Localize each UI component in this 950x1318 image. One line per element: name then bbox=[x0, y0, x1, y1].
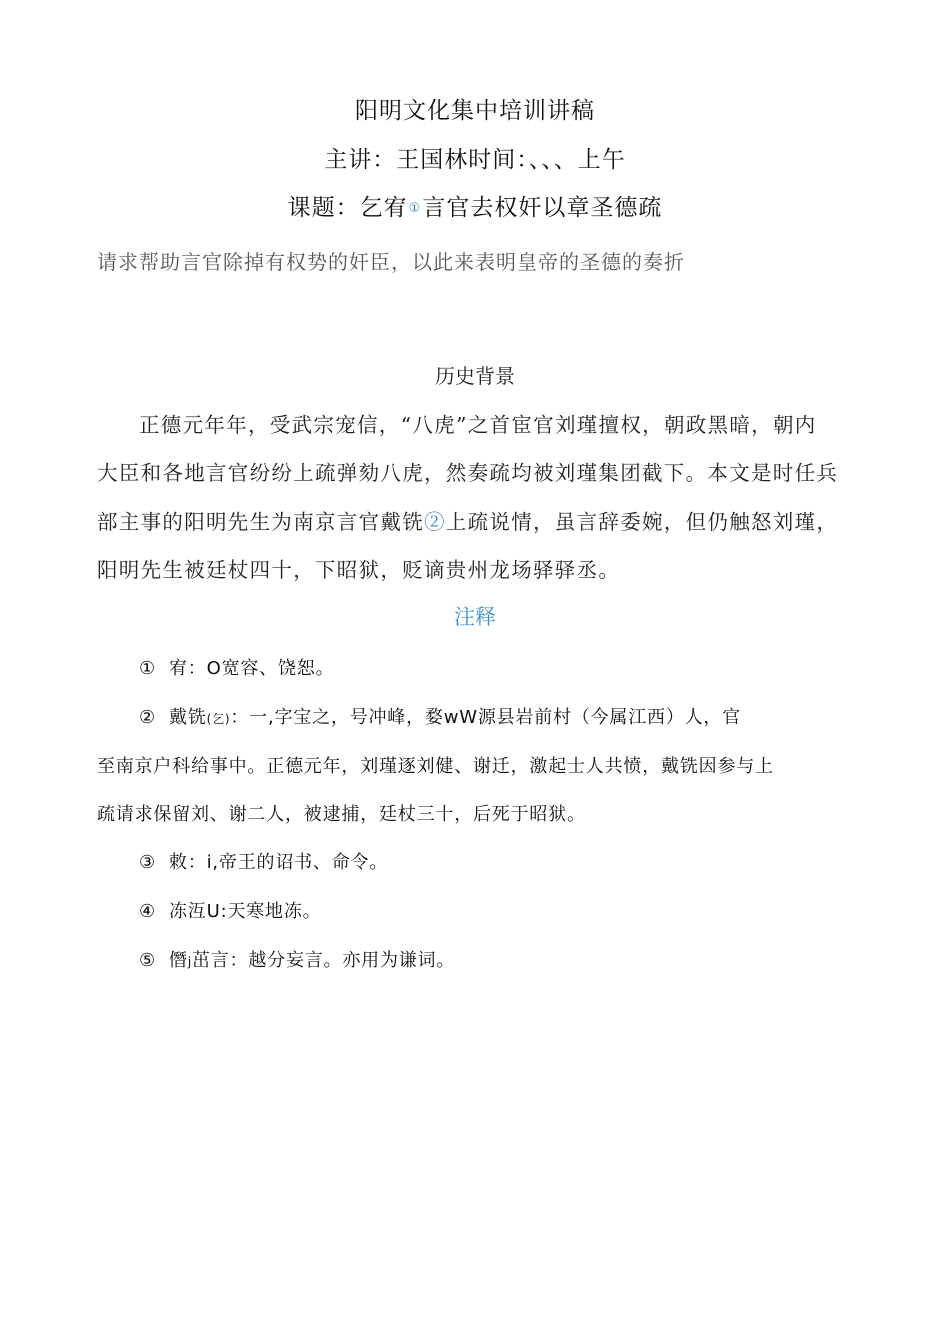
note-number: ⑤ bbox=[139, 950, 156, 971]
note-item-2 bbox=[139, 703, 741, 729]
footnote-marker-2: ② bbox=[424, 510, 446, 534]
topic-line bbox=[0, 189, 950, 222]
note-text: 宥：O宽容、饶恕。 bbox=[169, 658, 335, 679]
topic-translation: 请求帮助言官除掉有权势的奸臣，以此来表明皇帝的圣德的奏折 bbox=[97, 250, 685, 274]
background-heading: 历史背景 bbox=[435, 364, 515, 388]
note-text: ：一,字宝之，号冲峰，婺wW源县岩前村（今属江西）人，官 bbox=[230, 707, 742, 728]
note-pronunciation: j bbox=[187, 955, 192, 969]
speaker-line: 主讲：王国林时间：、、、上午 bbox=[324, 147, 626, 173]
background-line-suffix: 上疏说情，虽言辞委婉，但仍触怒刘瑾， bbox=[445, 510, 839, 534]
topic-prefix: 课题：乞宥 bbox=[287, 195, 408, 221]
background-line: 大臣和各地言官纷纷上疏弹劾八虎，然奏疏均被刘瑾集团截下。本文是时任兵 bbox=[97, 461, 839, 485]
topic-suffix: 言官去权奸以章圣德疏 bbox=[422, 195, 663, 221]
footnote-marker-1: ① bbox=[408, 201, 422, 216]
note-text: 冻沍U:天寒地冻。 bbox=[169, 901, 322, 922]
note-term: 戴铣 bbox=[169, 707, 207, 728]
note-number: ① bbox=[139, 658, 156, 679]
notes-heading: 注释 bbox=[454, 605, 496, 629]
note-text: 敕：i,帝王的诏书、命令。 bbox=[169, 852, 389, 873]
note-item-1 bbox=[139, 654, 334, 680]
note-pronunciation: (乞) bbox=[206, 712, 231, 726]
note-item-3 bbox=[139, 848, 388, 874]
background-line-prefix: 部主事的阳明先生为南京言官戴铣 bbox=[97, 510, 424, 534]
note-item-5 bbox=[139, 946, 455, 972]
note-item-2-continued: 疏请求保留刘、谢二人，被逮捕，廷杖三十，后死于昭狱。 bbox=[97, 804, 586, 825]
background-line: 正德元年年，受武宗宠信，“八虎”之首宦官刘瑾擅权，朝政黑暗，朝内 bbox=[139, 413, 817, 437]
note-number: ② bbox=[139, 707, 156, 728]
lecture-title: 阳明文化集中培训讲稿 bbox=[355, 98, 595, 124]
note-number: ③ bbox=[139, 852, 156, 873]
note-number: ④ bbox=[139, 901, 156, 922]
background-line bbox=[97, 505, 838, 535]
note-text: 茁言：越分妄言。亦用为谦词。 bbox=[191, 950, 456, 971]
note-item-2-continued: 至南京户科给事中。正德元年，刘瑾逐刘健、谢迁，激起士人共愤，戴铣因参与上 bbox=[97, 756, 774, 777]
background-line: 阳明先生被廷杖四十，下昭狱，贬谪贵州龙场驿驿丞。 bbox=[97, 558, 621, 582]
note-item-4 bbox=[139, 897, 321, 923]
note-term: 僭 bbox=[169, 950, 188, 971]
